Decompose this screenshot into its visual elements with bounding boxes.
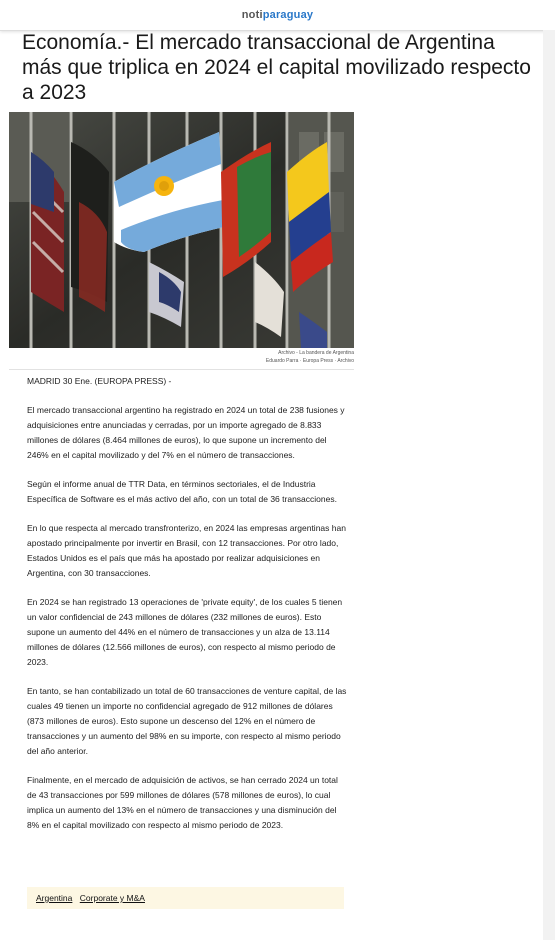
article-title: Economía.- El mercado transaccional de Argentina más que triplica en 2024 el capital movilizado respecto a 2023	[22, 31, 531, 104]
image-caption	[9, 349, 354, 365]
image-caption-line2: Eduardo Parra · Europa Press · Archivo	[265, 358, 354, 364]
article-paragraph-6: Finalmente, en el mercado de adquisición de activos, se han cerrado 2024 un total de 43 transacciones por 599 millones de dólares (578 millones de euros), lo cual implica un aumento del 13% en el número de transacciones y una disminución del 8% en el capital movilizado con respecto al mismo periodo de 2023.	[27, 775, 338, 830]
article-paragraph-3: En lo que respecta al mercado transfronterizo, en 2024 las empresas argentinas han apostado principalmente por invertir en Brasil, con 12 transacciones. Por otro lado, Estados Unidos es el país que más ha apostado por realizar adquisiciones en Argentina, con 30 transacciones.	[27, 523, 346, 578]
tag-argentina[interactable]: Argentina	[36, 893, 73, 903]
tag-bar	[27, 887, 344, 909]
flags-photo	[9, 112, 354, 348]
hero-image	[9, 112, 354, 348]
article-body	[27, 374, 347, 847]
article-paragraph-2: Según el informe anual de TTR Data, en términos sectoriales, el de Industria Específica de Software es el más activo del año, con un total de 36 transacciones.	[27, 479, 337, 504]
logo-noti: noti	[241, 9, 263, 21]
tag-corporate-ma[interactable]: Corporate y M&A	[79, 893, 145, 903]
logo-paraguay: paraguay	[262, 9, 314, 21]
article-paragraph-1: El mercado transaccional argentino ha registrado en 2024 un total de 238 fusiones y adquisiciones entre anunciadas y cerradas, por un importe agregado de 8.833 millones de dólares (8.464 millones de euros), lo que supone un incremento del 246% en el capital movilizado y del 7% en el número de transacciones.	[27, 405, 345, 460]
image-caption-line1: Archivo - La bandera de Argentina	[278, 350, 354, 356]
divider	[9, 369, 354, 370]
article-paragraph-4: En 2024 se han registrado 13 operaciones de 'private equity', de los cuales 5 tienen un valor confidencial de 243 millones de dólares (232 millones de euros). Esto supone un aumento del 44% en el número de transacciones y un alza de 13.114 millones de dólares (12.566 millones de euros), con respecto al mismo periodo de 2023.	[27, 597, 343, 667]
page-gutter	[543, 30, 555, 940]
article-paragraph-5: En tanto, se han contabilizado un total de 60 transacciones de venture capital, de las cuales 49 tienen un importe no confidencial agregado de 912 millones de dólares (873 millones de euros). Esto supone un descenso del 12% en el número de transacciones y un aumento del 98% en su importe, con respecto al mismo periodo del año anterior.	[27, 686, 347, 756]
article-dateline: MADRID 30 Ene. (EUROPA PRESS) -	[27, 376, 172, 386]
site-logo[interactable]	[0, 9, 555, 21]
site-header	[0, 0, 555, 31]
